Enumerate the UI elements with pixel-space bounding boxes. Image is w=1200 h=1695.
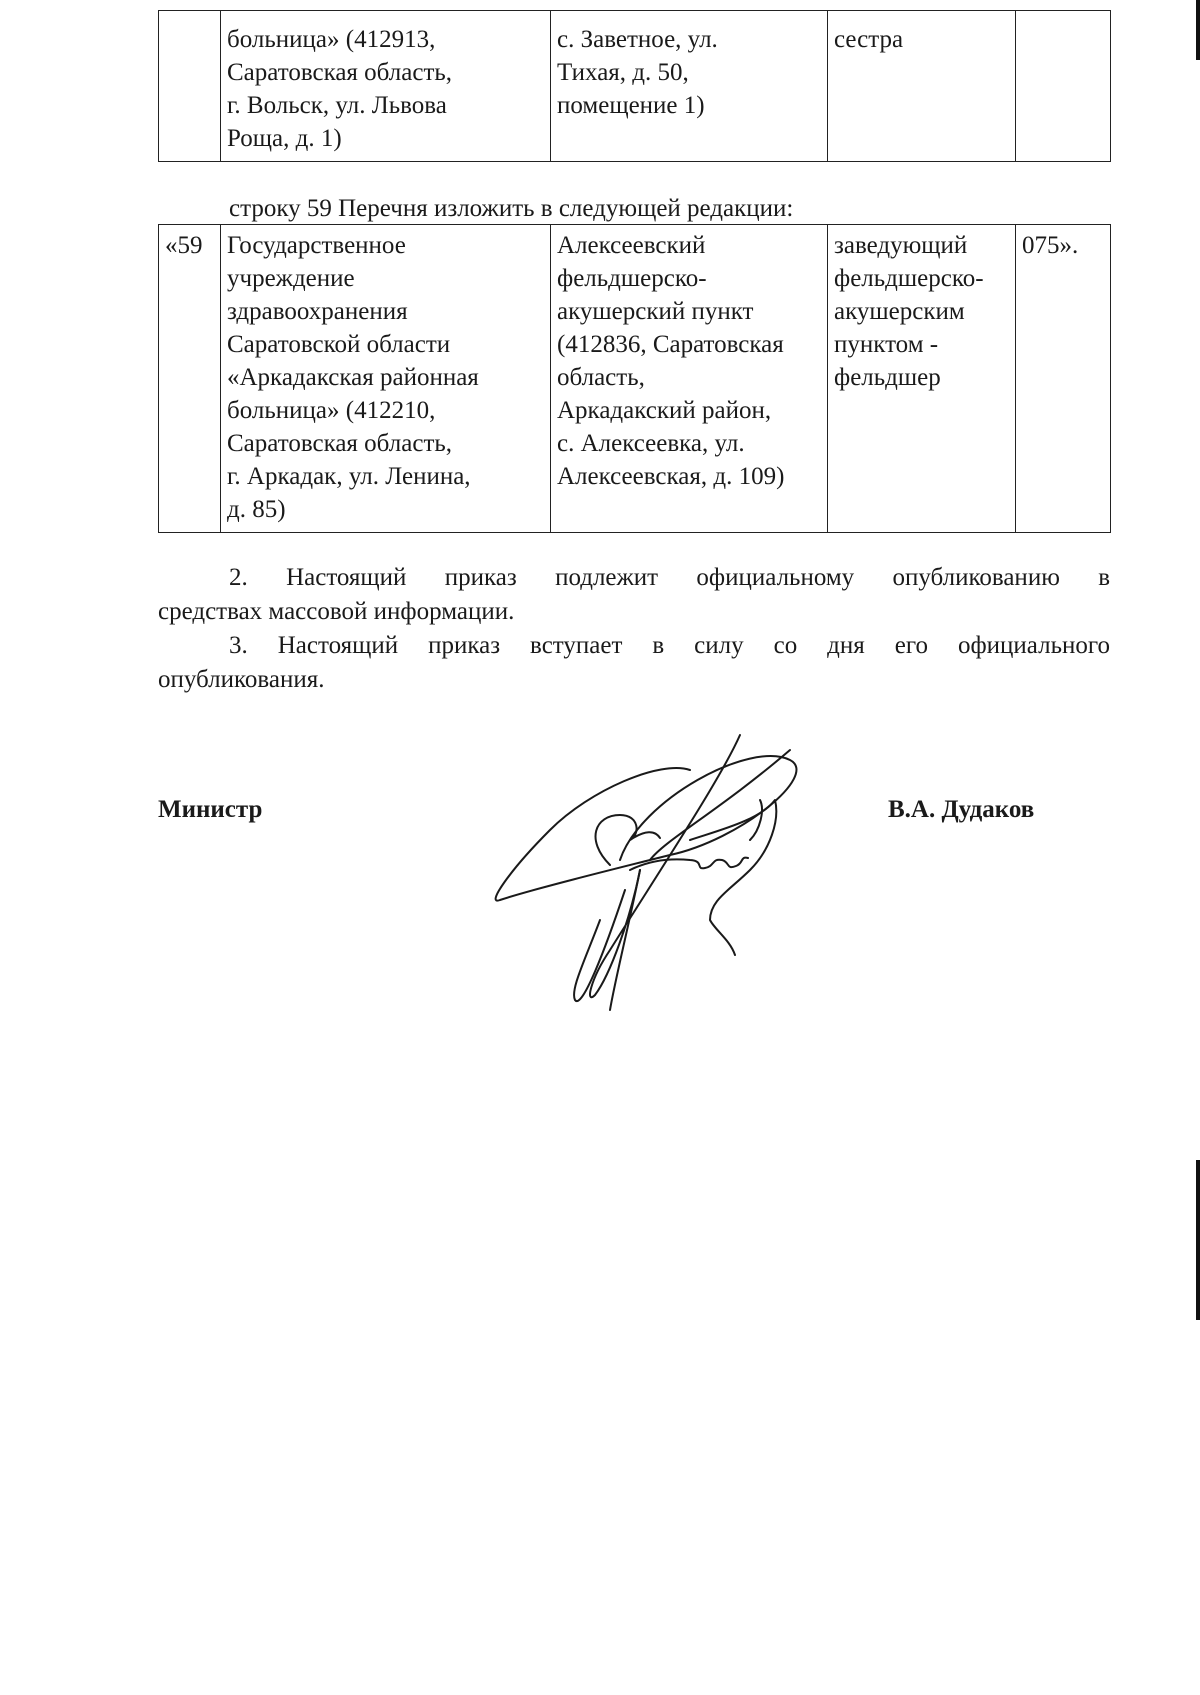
intro-paragraph: строку 59 Перечня изложить в следующей редакции:	[229, 195, 794, 222]
signatory-role: Министр	[158, 796, 263, 823]
cell-text: больница» (412210,	[227, 397, 436, 424]
cell-text: здравоохранения	[227, 298, 408, 325]
scan-edge-mark	[1196, 0, 1200, 60]
cell-location	[551, 225, 828, 533]
cell-position	[828, 11, 1016, 162]
paragraph-line: 2. Настоящий приказ подлежит официальному опубликованию в	[229, 564, 1110, 591]
cell-text: 075».	[1022, 232, 1079, 259]
cell-text: Алексеевский	[557, 232, 706, 259]
cell-number	[159, 11, 221, 162]
cell-text: «Аркадакская районная	[227, 364, 479, 391]
cell-text: Аркадакский район,	[557, 397, 772, 424]
cell-number	[159, 225, 221, 533]
paragraph-line: средствах массовой информации.	[158, 598, 515, 625]
handwritten-signature	[490, 720, 850, 1020]
cell-text: Саратовская область,	[227, 59, 453, 86]
cell-text: Рощa, д. 1)	[227, 125, 342, 152]
cell-text: фельдшерско-	[557, 265, 707, 292]
cell-text: с. Алексеевка, ул.	[557, 430, 745, 457]
cell-code	[1016, 225, 1111, 533]
cell-text: Алексеевская, д. 109)	[557, 463, 785, 490]
cell-text: фельдшерско-	[834, 265, 984, 292]
scan-edge-mark	[1196, 1160, 1200, 1320]
cell-text: д. 85)	[227, 496, 286, 523]
cell-text: учреждение	[227, 265, 355, 292]
table-row	[159, 225, 1111, 533]
list-table-row-59	[158, 224, 1111, 533]
cell-text: больница» (412913,	[227, 26, 436, 53]
cell-text: заведующий	[834, 232, 968, 259]
cell-location	[551, 11, 828, 162]
paragraph-3	[158, 629, 1110, 697]
cell-text: акушерский пункт	[557, 298, 754, 325]
cell-organization	[221, 11, 551, 162]
list-table-continuation	[158, 10, 1111, 162]
paragraph-line: опубликования.	[158, 666, 325, 693]
cell-text: г. Аркадак, ул. Ленина,	[227, 463, 471, 490]
cell-text: помещение 1)	[557, 92, 705, 119]
cell-text: г. Вольск, ул. Львова	[227, 92, 447, 119]
paragraph-line: 3. Настоящий приказ вступает в силу со дня его официального	[229, 632, 1110, 659]
cell-text: Государственное	[227, 232, 406, 259]
cell-text: с. Заветное, ул.	[557, 26, 718, 53]
cell-text: сестра	[834, 26, 904, 53]
cell-text: Саратовская область,	[227, 430, 453, 457]
cell-text: пунктом -	[834, 331, 939, 358]
row-number: «59	[165, 232, 203, 259]
cell-organization	[221, 225, 551, 533]
cell-text: фельдшер	[834, 364, 941, 391]
cell-position	[828, 225, 1016, 533]
table-row	[159, 11, 1111, 162]
cell-text: Тихая, д. 50,	[557, 59, 689, 86]
cell-text: (412836, Саратовская	[557, 331, 784, 358]
paragraph-2	[158, 561, 1110, 629]
signatory-name: В.А. Дудаков	[888, 796, 1035, 823]
cell-text: Саратовской области	[227, 331, 451, 358]
cell-text: акушерским	[834, 298, 965, 325]
cell-text: область,	[557, 364, 645, 391]
cell-code	[1016, 11, 1111, 162]
